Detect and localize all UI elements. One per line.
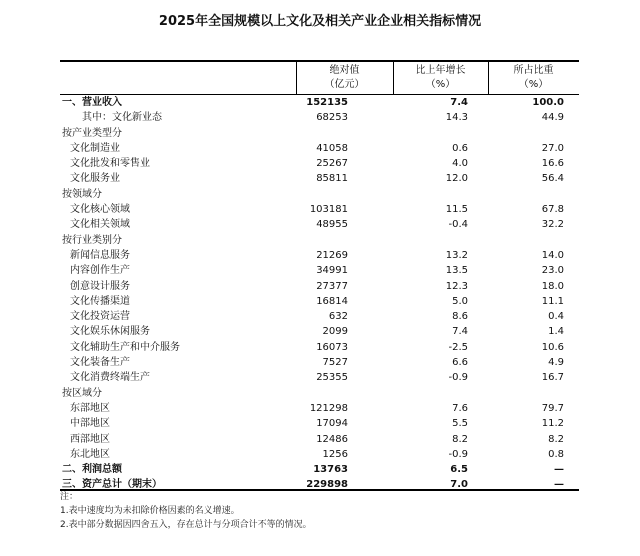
row-growth: 5.0 xyxy=(452,295,468,307)
top-rule xyxy=(60,60,579,62)
row-share: 56.4 xyxy=(541,173,564,185)
row-share: 27.0 xyxy=(541,142,564,154)
table-row xyxy=(60,447,579,462)
header-share xyxy=(488,64,579,92)
row-share: 32.2 xyxy=(541,219,564,231)
row-value: 16814 xyxy=(316,295,348,307)
table-row xyxy=(60,110,579,125)
table-row xyxy=(60,171,579,186)
row-label: 其中：文化新业态 xyxy=(82,112,162,124)
row-growth: 7.6 xyxy=(452,402,468,414)
header-unit: （亿元） xyxy=(324,79,365,90)
table-row xyxy=(60,248,579,263)
table-row xyxy=(60,309,579,324)
table-row xyxy=(60,279,579,294)
row-growth: 12.0 xyxy=(445,173,468,185)
row-label: 一、营业收入 xyxy=(62,97,122,108)
row-label: 文化消费终端生产 xyxy=(70,372,150,384)
row-label: 三、资产总计（期末） xyxy=(62,479,162,491)
row-value: 21269 xyxy=(316,249,348,261)
row-growth: 6.6 xyxy=(452,357,468,369)
table-row xyxy=(60,126,579,141)
row-share: 11.2 xyxy=(541,418,564,430)
row-share: 11.1 xyxy=(541,295,564,307)
row-growth: 8.2 xyxy=(452,433,468,445)
table-row xyxy=(60,217,579,232)
row-label: 按产业类型分 xyxy=(62,127,122,139)
row-growth: 11.5 xyxy=(445,204,468,216)
table-row xyxy=(60,233,579,248)
row-value: 25267 xyxy=(316,158,348,170)
row-value: 229898 xyxy=(306,479,348,491)
table-row xyxy=(60,95,579,110)
row-share: 100.0 xyxy=(532,97,564,108)
table-row xyxy=(60,294,579,309)
note-line: 1.表中速度均为未扣除价格因素的名义增速。 xyxy=(60,506,240,516)
row-share: 4.9 xyxy=(548,357,564,369)
note-line: 2.表中部分数据因四舍五入，存在总计与分项合计不等的情况。 xyxy=(60,520,312,530)
row-label: 文化投资运营 xyxy=(70,311,130,323)
table-row xyxy=(60,340,579,355)
row-share: 0.4 xyxy=(548,311,564,323)
row-label: 文化核心领域 xyxy=(70,204,130,216)
row-share: 79.7 xyxy=(541,402,564,414)
row-growth: -0.4 xyxy=(448,219,468,231)
row-share: 23.0 xyxy=(541,265,564,277)
table-row xyxy=(60,324,579,339)
row-label: 文化服务业 xyxy=(70,173,120,185)
notes xyxy=(60,490,312,532)
row-value: 41058 xyxy=(316,142,348,154)
row-label: 按行业类别分 xyxy=(62,234,122,246)
row-growth: 7.4 xyxy=(450,97,468,108)
table-row xyxy=(60,141,579,156)
row-value: 1256 xyxy=(322,448,348,460)
row-growth: 8.6 xyxy=(452,311,468,323)
row-label: 西部地区 xyxy=(70,433,110,445)
row-growth: 13.2 xyxy=(445,249,468,261)
table-row xyxy=(60,156,579,171)
row-value: 632 xyxy=(328,311,348,323)
row-value: 34991 xyxy=(316,265,348,277)
row-label: 内容创作生产 xyxy=(70,265,130,277)
row-growth: -0.9 xyxy=(448,448,468,460)
row-share: 18.0 xyxy=(541,280,564,292)
row-value: 17094 xyxy=(316,418,348,430)
row-value: 13763 xyxy=(313,464,348,476)
table-row xyxy=(60,462,579,477)
table-row xyxy=(60,386,579,401)
row-label: 文化传播渠道 xyxy=(70,295,130,307)
row-share: 0.8 xyxy=(548,448,564,460)
table-row xyxy=(60,355,579,370)
row-label: 文化辅助生产和中介服务 xyxy=(70,341,180,353)
row-growth: 7.4 xyxy=(452,326,468,338)
table-row xyxy=(60,401,579,416)
header-line: 所占比重 xyxy=(513,65,554,76)
row-growth: 4.0 xyxy=(452,158,468,170)
table-row xyxy=(60,187,579,202)
row-label: 文化批发和零售业 xyxy=(70,158,150,170)
row-label: 文化娱乐休闲服务 xyxy=(70,326,150,338)
row-label: 文化装备生产 xyxy=(70,357,130,369)
row-value: 7527 xyxy=(322,357,348,369)
row-share: 1.4 xyxy=(548,326,564,338)
row-growth: 5.5 xyxy=(452,418,468,430)
row-label: 二、利润总额 xyxy=(62,464,122,476)
row-value: 16073 xyxy=(316,341,348,353)
row-label: 创意设计服务 xyxy=(70,280,130,292)
notes-heading: 注： xyxy=(60,492,79,502)
row-label: 东北地区 xyxy=(70,448,110,460)
row-share: 8.2 xyxy=(548,433,564,445)
row-growth: 14.3 xyxy=(445,112,468,124)
row-growth: -2.5 xyxy=(448,341,468,353)
row-value: 48955 xyxy=(316,219,348,231)
row-value: 25355 xyxy=(316,372,348,384)
row-share: — xyxy=(554,464,564,476)
table-row xyxy=(60,432,579,447)
row-label: 中部地区 xyxy=(70,418,110,430)
header-unit: （%） xyxy=(518,79,549,90)
row-share: 14.0 xyxy=(541,249,564,261)
row-label: 按区域分 xyxy=(62,387,102,399)
row-growth: 0.6 xyxy=(452,142,468,154)
table-row xyxy=(60,202,579,217)
row-growth: 13.5 xyxy=(445,265,468,277)
header-unit: （%） xyxy=(425,79,456,90)
table-row xyxy=(60,263,579,278)
table-body xyxy=(60,95,579,493)
table-title: 2025年全国规模以上文化及相关产业企业相关指标情况 xyxy=(158,14,482,29)
row-value: 103181 xyxy=(309,204,348,216)
header-line: 比上年增长 xyxy=(415,65,466,76)
row-growth: 12.3 xyxy=(445,280,468,292)
row-label: 文化相关领域 xyxy=(70,219,130,231)
row-value: 12486 xyxy=(316,433,348,445)
row-share: — xyxy=(554,479,564,491)
header-growth xyxy=(393,64,488,92)
row-value: 68253 xyxy=(316,112,348,124)
row-value: 121298 xyxy=(309,402,348,414)
row-value: 2099 xyxy=(322,326,348,338)
row-share: 67.8 xyxy=(541,204,564,216)
header-line: 绝对值 xyxy=(329,65,360,76)
row-growth: 7.0 xyxy=(450,479,468,491)
row-growth: 6.5 xyxy=(450,464,468,476)
row-value: 152135 xyxy=(306,97,348,108)
row-label: 东部地区 xyxy=(70,402,110,414)
row-share: 16.6 xyxy=(541,158,564,170)
row-share: 10.6 xyxy=(541,341,564,353)
table-row xyxy=(60,370,579,385)
row-share: 16.7 xyxy=(541,372,564,384)
row-share: 44.9 xyxy=(541,112,564,124)
row-value: 27377 xyxy=(316,280,348,292)
row-label: 文化制造业 xyxy=(70,142,120,154)
row-value: 85811 xyxy=(316,173,348,185)
row-label: 新闻信息服务 xyxy=(70,249,130,261)
row-growth: -0.9 xyxy=(448,372,468,384)
header-absolute-value xyxy=(296,64,393,92)
row-label: 按领域分 xyxy=(62,188,102,200)
table-row xyxy=(60,416,579,431)
